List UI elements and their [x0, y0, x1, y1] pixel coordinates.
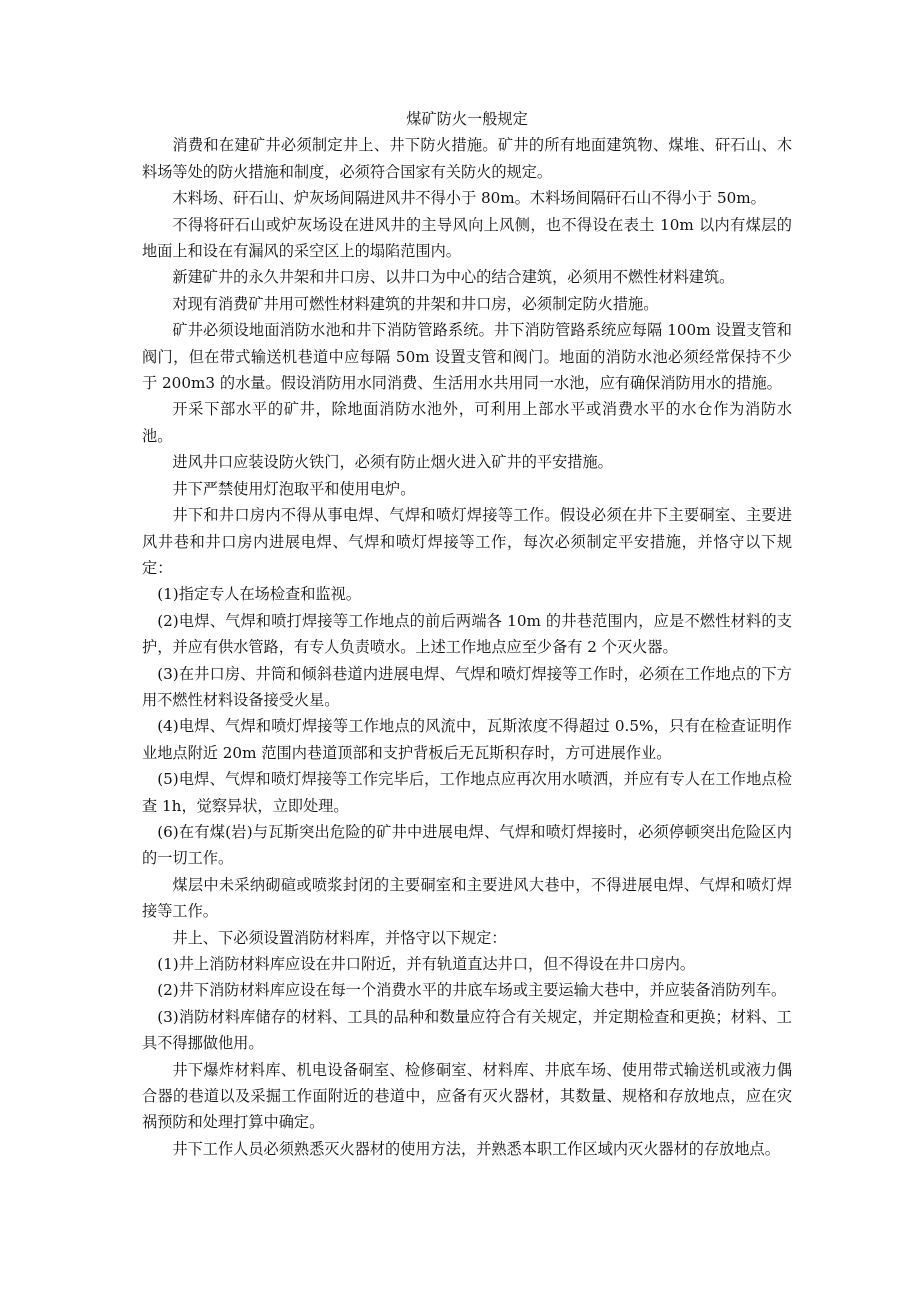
- paragraph: 井下严禁使用灯泡取平和使用电炉。: [172, 479, 416, 498]
- paragraph: 新建矿井的永久井架和井口房、以井口为中心的结合建筑，必须用不燃性材料建筑。: [172, 268, 735, 287]
- paragraph: 井下和井口房内不得从事电焊、气焊和喷灯焊接等工作。假设必须在井下主要硐室、主要进风井巷和井口房内进展电焊、气焊和喷灯焊接等工作，每次必须制定平安措施，并恪守以下规定：: [142, 506, 792, 577]
- list-item-paragraph: (2)井下消防材料库应设在每一个消费水平的井底车场或主要运输大巷中，并应装备消防列车。: [157, 981, 787, 1000]
- paragraph: 木料场、矸石山、炉灰场间隔进风井不得小于 80m。木料场间隔矸石山不得小于 50m。: [172, 189, 766, 208]
- document-title: 煤矿防火一般规定: [406, 110, 528, 128]
- paragraph: 井下爆炸材料库、机电设备硐室、检修硐室、材料库、井底车场、使用带式输送机或液力偶合器的巷道以及采掘工作面附近的巷道中，应备有灭火器材，其数量、规格和存放地点，应在灾祸预防和处理打算中确定。: [142, 1060, 792, 1132]
- document-page: [142, 106, 792, 1162]
- paragraph: 井下工作人员必须熟悉灭火器材的使用方法，并熟悉本职工作区域内灭火器材的存放地点。: [172, 1139, 780, 1158]
- list-item-paragraph: (4)电焊、气焊和喷灯焊接等工作地点的风流中，瓦斯浓度不得超过 0.5%，只有在检查证明作业地点附近 20m 范围内巷道顶部和支护背板后无瓦斯积存时，方可进展作业。: [142, 717, 792, 762]
- document-body: [142, 132, 792, 1162]
- list-item-paragraph: (3)消防材料库储存的材料、工具的品种和数量应符合有关规定，并定期检查和更换；材料、工具不得挪做他用。: [142, 1007, 792, 1053]
- paragraph: 煤层中未采纳砌碹或喷浆封闭的主要硐室和主要进风大巷中，不得进展电焊、气焊和喷灯焊接等工作。: [142, 875, 792, 921]
- list-item-paragraph: (1)井上消防材料库应设在井口附近，并有轨道直达井口，但不得设在井口房内。: [157, 955, 696, 973]
- list-item-paragraph: (3)在井口房、井筒和倾斜巷道内进展电焊、气焊和喷灯焊接等工作时，必须在工作地点的下方用不燃性材料设备接受火星。: [142, 664, 792, 709]
- paragraph: 不得将矸石山或炉灰场设在进风井的主导风向上风侧，也不得设在表土 10m 以内有煤层的地面上和设在有漏风的采空区上的塌陷范围内。: [142, 215, 792, 261]
- paragraph: 进风井口应装设防火铁门，必须有防止烟火进入矿井的平安措施。: [172, 453, 613, 472]
- paragraph: 开采下部水平的矿井，除地面消防水池外，可利用上部水平或消费水平的水仓作为消防水池。: [142, 400, 792, 445]
- list-item-paragraph: (6)在有煤(岩)与瓦斯突出危险的矿井中进展电焊、气焊和喷灯焊接时，必须停顿突出危险区内的一切工作。: [142, 822, 792, 868]
- list-item-paragraph: (1)指定专人在场检查和监视。: [157, 585, 361, 604]
- list-item-paragraph: (2)电焊、气焊和喷打焊接等工作地点的前后两端各 10m 的井巷范围内，应是不燃性材料的支护，并应有供水管路，有专人负责喷水。上述工作地点应至少备有 2 个灭火器。: [142, 611, 792, 657]
- list-item-paragraph: (5)电焊、气焊和喷灯焊接等工作完毕后，工作地点应再次用水喷洒，并应有专人在工作地点检查 1h，觉察异状，立即处理。: [142, 770, 792, 815]
- paragraph: 井上、下必须设置消防材料库，并恪守以下规定：: [172, 928, 507, 947]
- paragraph: 消费和在建矿井必须制定井上、井下防火措施。矿井的所有地面建筑物、煤堆、矸石山、木料场等处的防火措施和制度，必须符合国家有关防火的规定。: [142, 136, 792, 181]
- paragraph: 对现有消费矿井用可燃性材料建筑的井架和井口房，必须制定防火措施。: [172, 294, 659, 313]
- paragraph: 矿井必须设地面消防水池和井下消防管路系统。井下消防管路系统应每隔 100m 设置支管和阀门，但在带式输送机巷道中应每隔 50m 设置支管和阀门。地面的消防水池必须经常保持不少于 200m3 的水量。假设消防用水同消费、生活用水共用同一水池，应有确保消防用水的措施。: [142, 321, 792, 393]
